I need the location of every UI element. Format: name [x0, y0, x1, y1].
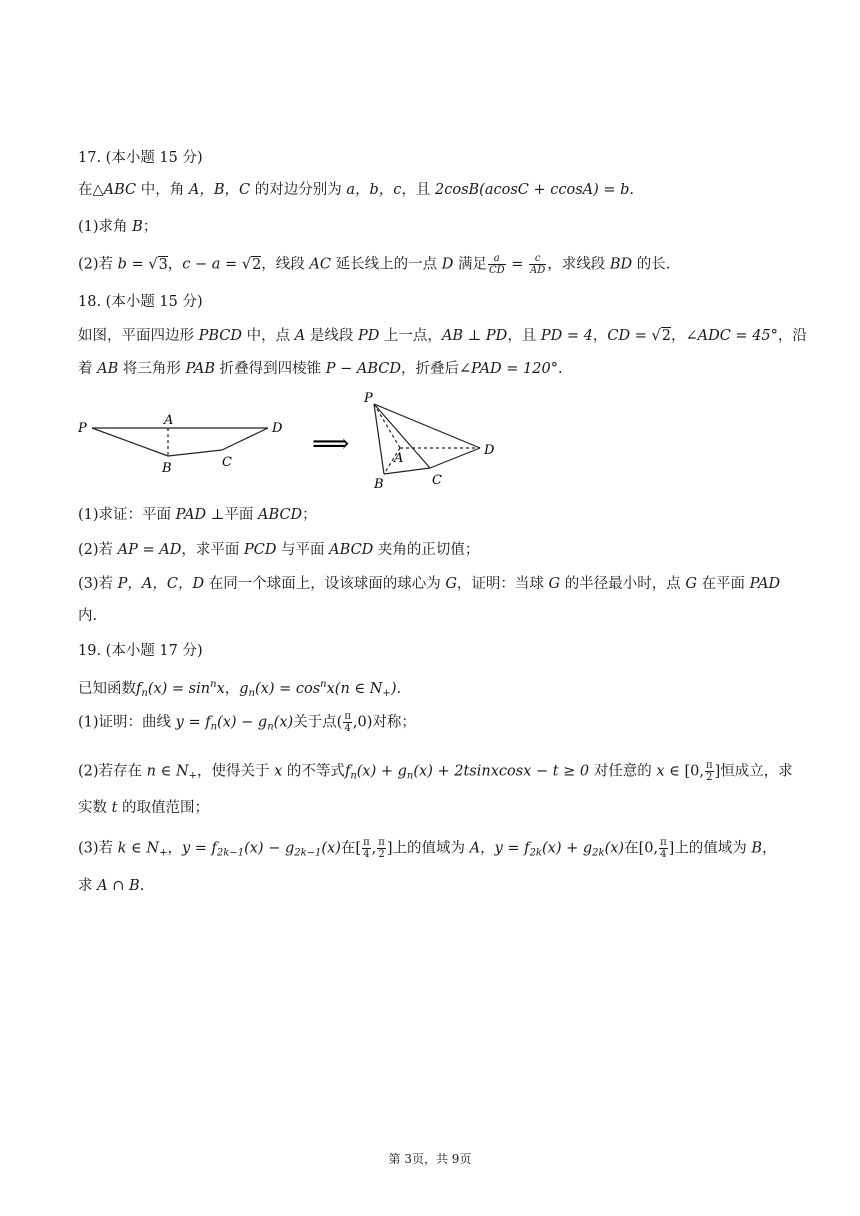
q18-line1: 如图，平面四边形 PBCD 中，点 A 是线段 PD 上一点，AB ⊥ PD，且 PD = 4，CD = √2，∠ADC = 45°，沿: [78, 328, 807, 344]
label-c-left: C: [222, 455, 232, 470]
q18-part3-end: 内.: [78, 608, 98, 624]
pyramid-diagram: [374, 404, 480, 474]
label-c-right: C: [432, 473, 442, 488]
segment-cd: [222, 428, 268, 450]
segment-bc: [168, 450, 222, 456]
edge-cd: [430, 448, 480, 468]
edge-pa-dashed: [374, 404, 400, 448]
label-a-right: A: [394, 451, 404, 466]
q19-intro: 已知函数$f_n(x) = \sin^nx$，$g_n(x) = \cos^nx(n$ ∈ $N_+$).: [78, 679, 402, 699]
fraction: $\frac{\pi}{4}$: [660, 837, 667, 860]
edge-bc: [384, 468, 430, 474]
q19-part3-line2: 求 A ∩ B.: [78, 878, 145, 894]
q17-header: 17. (本小题 15 分): [78, 150, 203, 166]
q19-part2: (2)若存在 n ∈ $N_+$，使得关于 x 的不等式$f_n(x) + g_n(x)$ + 2tsinxcosx − t ≥ 0 对任意的 x ∈ [0, $\frac{\pi}{2}$ ]恒成立，求: [78, 760, 793, 783]
label-p-right: P: [364, 391, 373, 406]
fraction: $\frac{\pi}{4}$: [344, 711, 351, 734]
label-b-right: B: [374, 477, 384, 492]
flat-quadrilateral-diagram: [92, 428, 268, 456]
q19-part3: (3)若 k ∈ $N_+$，$y = f_{2k-1}(x) - g_{2k-1}(x)$在[ $\frac{\pi}{4}$ , $\frac{\pi}{2}$ ]上的值域为 A，$y = f_{2k}(x) + g_{2k}(x)$在[0, $\frac{\pi}{4}$ ]上的值域为 B，: [78, 837, 777, 860]
page-footer: 第 3页，共 9页: [388, 1152, 472, 1166]
edge-pd: [374, 404, 480, 448]
fraction: $\frac{c}{AD}$: [530, 253, 546, 276]
label-b-left: B: [162, 461, 172, 476]
q19-header: 19. (本小题 17 分): [78, 643, 203, 659]
q19-part1: (1)证明：曲线 $y = f_n(x) - g_n(x)$关于点( $\frac{\pi}{4}$ ,0)对称；: [78, 711, 416, 734]
q18-part2: (2)若 AP = AD，求平面 PCD 与平面 ABCD 夹角的正切值；: [78, 542, 480, 558]
segment-pb: [92, 428, 168, 456]
label-d-left: D: [272, 421, 283, 436]
fraction: $\frac{\pi}{2}$: [706, 760, 713, 783]
geometry-figure: [78, 384, 538, 494]
label-a-left: A: [164, 413, 174, 428]
fraction: $\frac{\pi}{2}$: [378, 837, 385, 860]
q17-part1: (1)求角 B；: [78, 219, 158, 235]
label-d-right: D: [484, 443, 495, 458]
implies-arrow: ⟹: [312, 429, 350, 459]
q19-part2-line2: 实数 t 的取值范围；: [78, 800, 210, 816]
q18-line2: 着 AB 将三角形 PAB 折叠得到四棱锥 P − ABCD，折叠后∠PAD = 120°.: [78, 361, 563, 377]
fraction: $\frac{\pi}{4}$: [363, 837, 370, 860]
q17-intro: 在△ABC 中，角 A，B，C 的对边分别为 a，b，c，且 2cosB(acosC + ccosA) = b.: [78, 182, 635, 198]
q18-header: 18. (本小题 15 分): [78, 294, 203, 310]
q18-part1: (1)求证：平面 PAD ⊥平面 ABCD；: [78, 507, 317, 523]
q18-part3: (3)若 P，A，C，D 在同一个球面上，设该球面的球心为 G，证明：当球 G 的半径最小时，点 G 在平面 PAD: [78, 576, 781, 592]
q17-part2: (2)若 b = √3，c − a = √2，线段 AC 延长线上的一点 D 满足 $\frac{a}{CD}$ = $\frac{c}{AD}$ ，求线段 BD 的长.: [78, 253, 671, 276]
label-p-left: P: [78, 421, 87, 436]
fraction: $\frac{a}{CD}$: [488, 253, 505, 276]
